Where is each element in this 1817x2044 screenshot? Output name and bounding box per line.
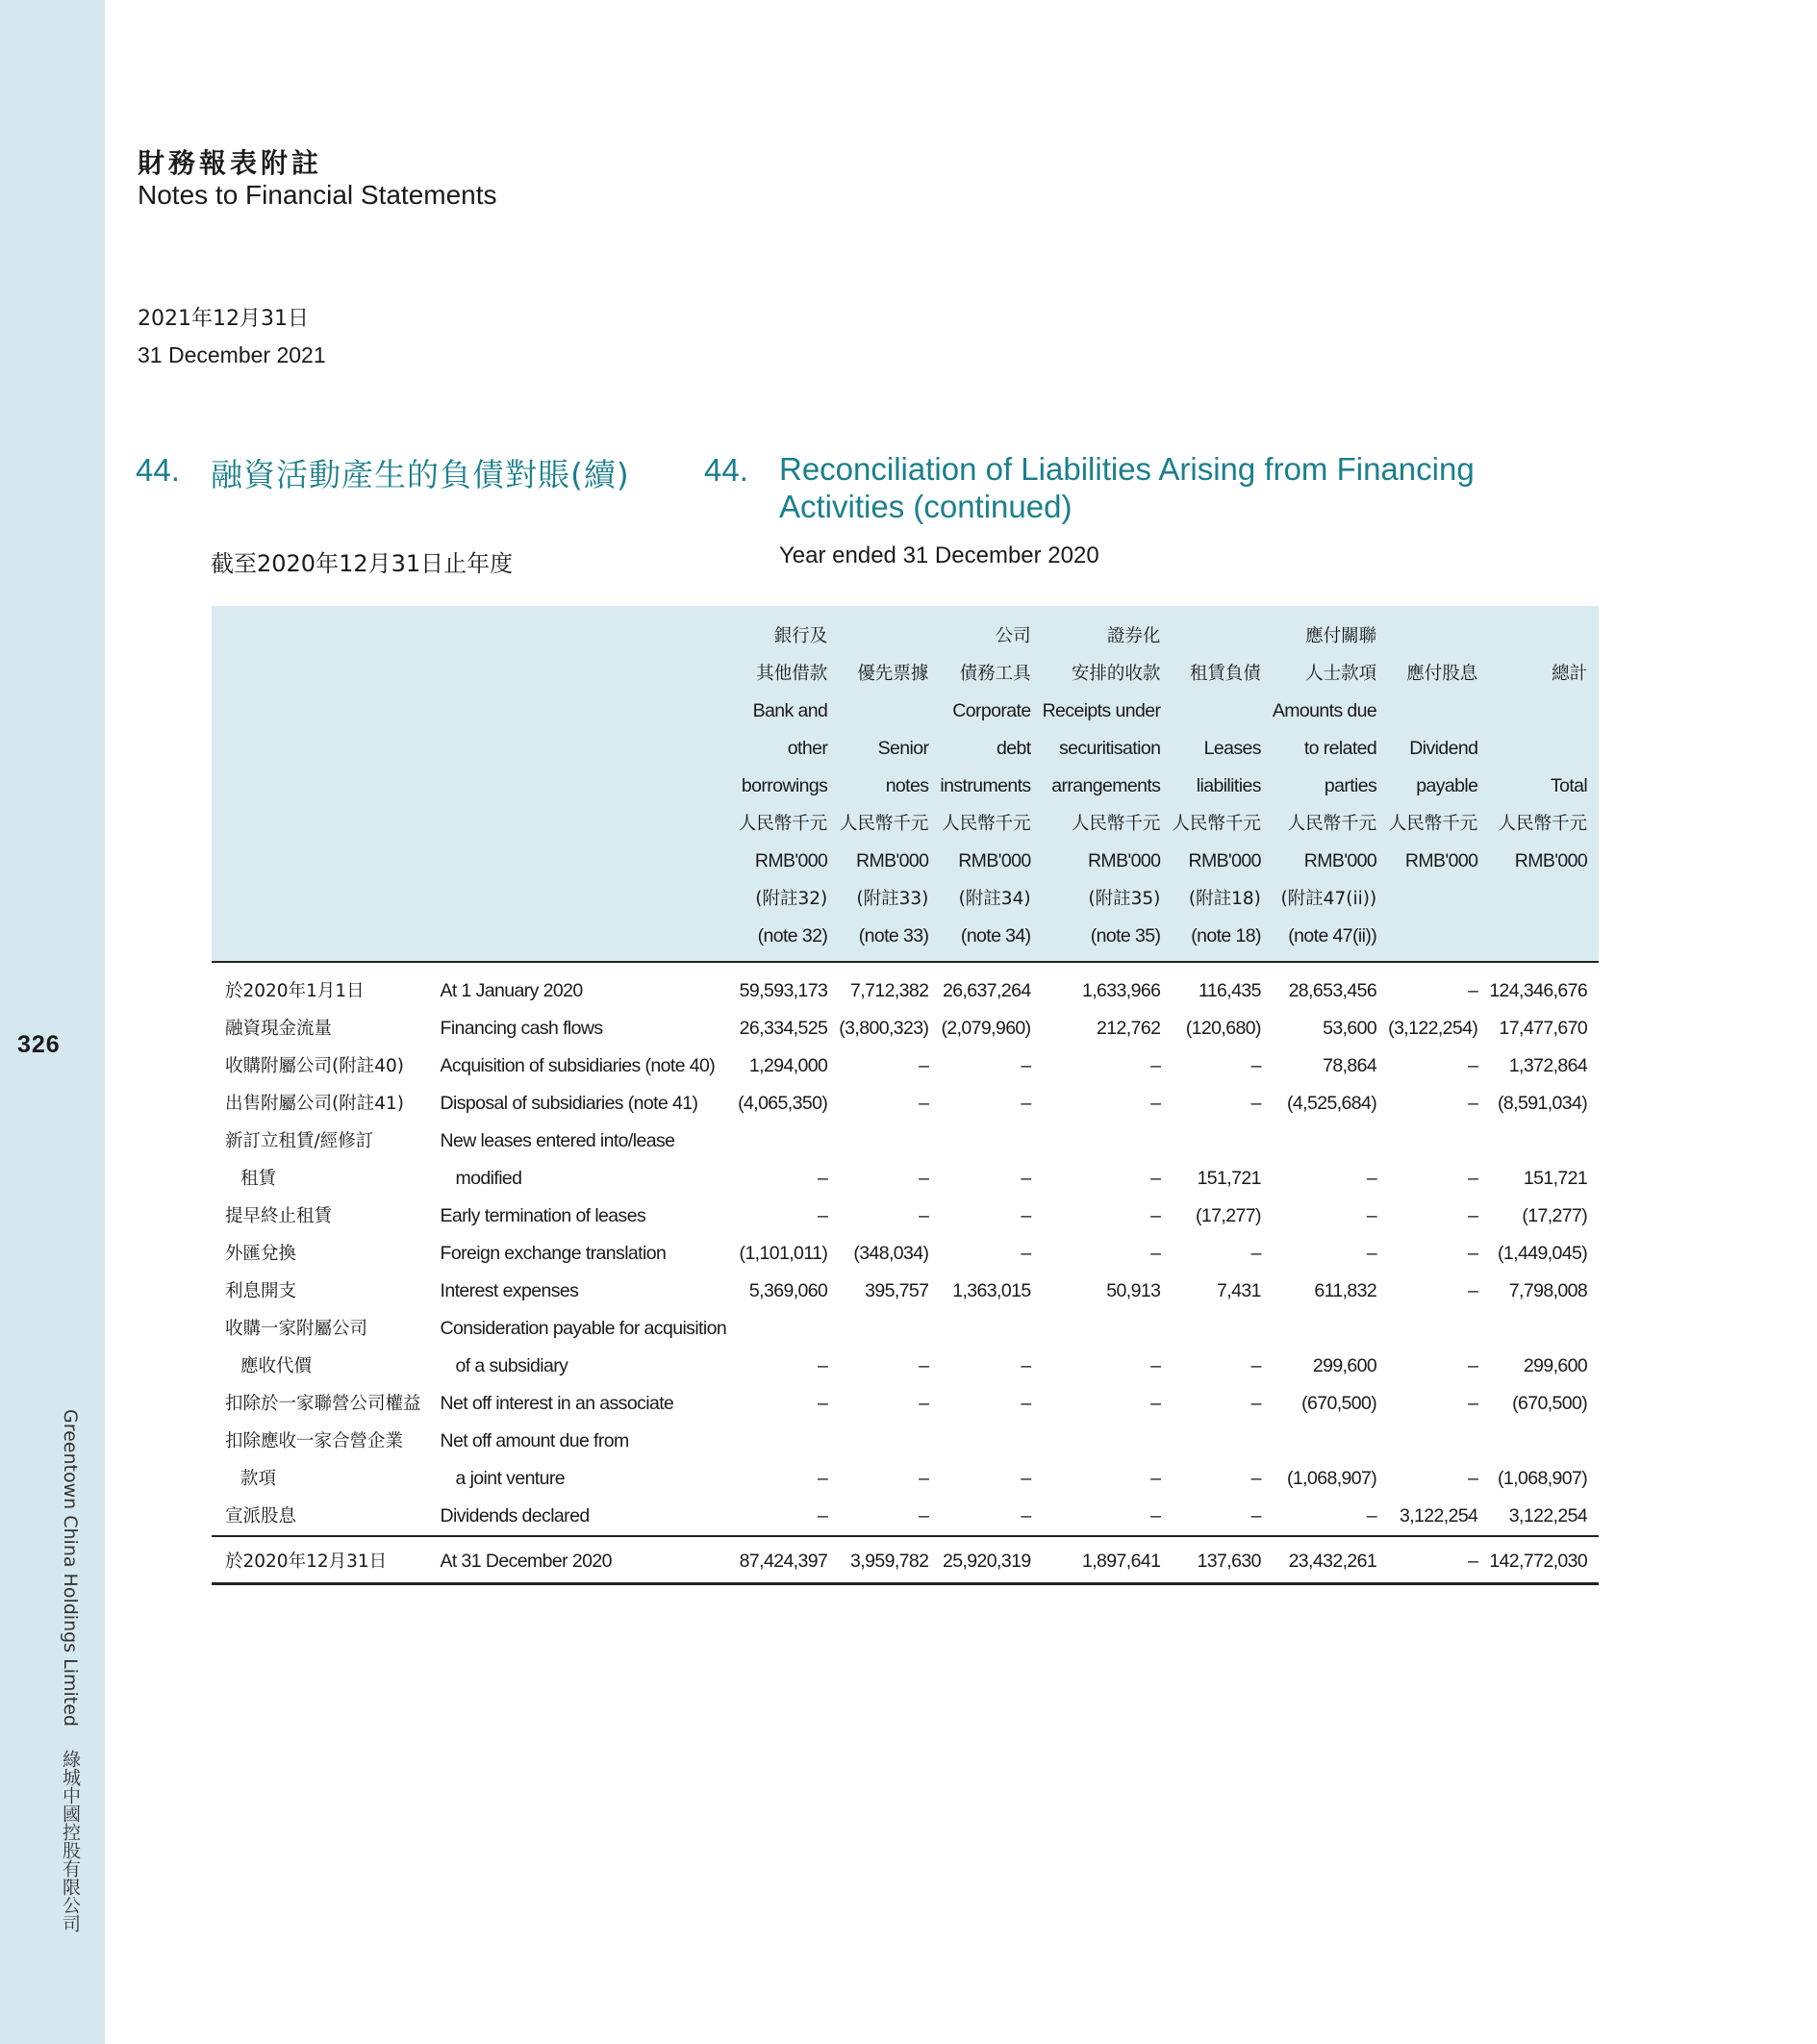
table-cell: (2,079,960) [941, 1018, 1031, 1039]
row-label-cn-cont-text: 租賃 [240, 1169, 277, 1189]
date-en: 31 December 2021 [138, 342, 326, 367]
table-cell: – [919, 1468, 929, 1489]
table-cell: 611,832 [1314, 1280, 1377, 1301]
col-cn-0: 銀行及 [773, 626, 828, 646]
col-cn-1: 優先票據 [857, 664, 929, 684]
col-unit-en: RMB'000 [1404, 850, 1478, 871]
table-cell: 59,593,173 [739, 980, 828, 1001]
col-unit-cn: 人民幣千元 [1388, 814, 1478, 834]
col-unit-cn: 人民幣千元 [1172, 814, 1261, 834]
row-label-cn-cont-text: 應收代價 [240, 1356, 313, 1376]
table-row [212, 962, 1599, 1010]
col-en-0: Receipts under [1042, 700, 1161, 721]
table-cell: – [1021, 1393, 1031, 1414]
table-cell: – [818, 1468, 828, 1489]
col-unit-cn: 人民幣千元 [1498, 814, 1588, 834]
row-label-en-continued [433, 1160, 739, 1198]
col-unit-en: RMB'000 [754, 850, 828, 871]
row-label-cn: 收購附屬公司(附註40) [225, 1056, 404, 1076]
table-cell: 1,363,015 [952, 1280, 1031, 1301]
col-note-cn: (附註18) [1188, 889, 1261, 909]
table-cell: – [1250, 1093, 1261, 1114]
col-en-1: to related [1303, 738, 1377, 759]
table-cell: – [919, 1093, 929, 1114]
table-cell: – [1021, 1505, 1031, 1527]
table-cell: – [1250, 1505, 1261, 1527]
table-header-row [212, 606, 1599, 962]
col-note-cn: (附註34) [958, 889, 1031, 909]
table-cell: (3,122,254) [1388, 1018, 1478, 1039]
table-cell: – [919, 1505, 929, 1527]
section-number-cn: 44. [136, 452, 180, 488]
table-cell: – [1366, 1505, 1377, 1527]
table-cell: 7,712,382 [850, 980, 929, 1001]
row-label-cn-continued [212, 1460, 433, 1498]
column-header [1043, 606, 1173, 962]
col-note-cn [1388, 880, 1477, 918]
table-cell: (8,591,034) [1498, 1093, 1588, 1114]
col-en-0 [1172, 693, 1261, 730]
table-cell: – [1468, 1393, 1478, 1414]
col-cn-0: 公司 [995, 626, 1031, 646]
table-cell: – [818, 1168, 828, 1189]
row-label-cn: 融資現金流量 [225, 1019, 333, 1039]
col-note-cn: (附註35) [1088, 889, 1161, 909]
table-cell: – [1021, 1055, 1031, 1076]
col-unit-cn: 人民幣千元 [1287, 814, 1377, 834]
table-cell: 78,864 [1323, 1055, 1377, 1076]
col-cn-1: 安排的收款 [1071, 664, 1161, 684]
row-label-cn: 新訂立租賃/經修訂 [225, 1131, 374, 1151]
table-row [212, 1198, 1599, 1235]
table-cell: – [1150, 1055, 1161, 1076]
reconciliation-table [212, 606, 1588, 1585]
col-cn-1: 總計 [1552, 664, 1588, 684]
col-en-2: payable [1416, 775, 1478, 796]
row-label-en: Foreign exchange translation [440, 1243, 667, 1264]
table-cell: – [1250, 1055, 1261, 1076]
row-label-en: Acquisition of subsidiaries (note 40) [440, 1055, 716, 1076]
table-row [212, 1460, 1599, 1498]
table-cell: 299,600 [1523, 1355, 1588, 1376]
col-en-2: notes [885, 775, 929, 796]
table-cell: 1,897,641 [1043, 1536, 1173, 1584]
row-label-cn: 扣除於一家聯營公司權益 [225, 1394, 421, 1414]
col-cn-1: 其他借款 [756, 664, 828, 684]
row-label-en-continued [433, 1348, 739, 1385]
col-en-0 [1388, 693, 1477, 730]
table-cell: 5,369,060 [748, 1280, 828, 1301]
table-cell: (1,449,045) [1498, 1243, 1588, 1264]
col-unit-en: RMB'000 [1087, 850, 1161, 871]
row-label-cn: 於2020年1月1日 [225, 981, 365, 1001]
table-cell: – [1150, 1393, 1161, 1414]
table-cell: 1,633,966 [1081, 980, 1161, 1001]
col-en-2: Total [1550, 775, 1588, 796]
row-label-en: Consideration payable for acquisition [440, 1318, 727, 1339]
table-cell: – [818, 1205, 828, 1226]
table-row-label-only [212, 1423, 1599, 1460]
col-note-en: (note 32) [757, 925, 828, 946]
col-cn-1: 租賃負債 [1189, 664, 1261, 684]
col-en-2: borrowings [741, 775, 828, 796]
section-number-en: 44. [704, 452, 748, 488]
table-row-closing-balance [212, 1536, 1599, 1584]
table-cell: – [1150, 1355, 1161, 1376]
table-cell: – [1468, 1093, 1478, 1114]
col-cn-1: 應付股息 [1406, 664, 1478, 684]
table-cell: (670,500) [1512, 1393, 1588, 1414]
table-row [212, 1085, 1599, 1123]
table-cell: 23,432,261 [1273, 1536, 1388, 1584]
col-en-0: Corporate [952, 700, 1031, 721]
row-label-en: Financing cash flows [440, 1018, 603, 1039]
table-cell: – [1021, 1355, 1031, 1376]
table-cell: 3,959,782 [839, 1536, 940, 1584]
col-en-1: other [787, 738, 828, 759]
table-cell: 87,424,397 [738, 1536, 839, 1584]
row-label-cn-continued [212, 1160, 433, 1198]
table-cell: – [919, 1168, 929, 1189]
row-label-cn: 於2020年12月31日 [212, 1536, 433, 1584]
col-unit-en: RMB'000 [1514, 850, 1588, 871]
row-label-en-cont-text: a joint venture [455, 1468, 566, 1489]
table-cell: – [1366, 1205, 1377, 1226]
section-title-cn: 融資活動產生的負債對賬(續) [211, 456, 630, 493]
col-note-en: (note 34) [960, 925, 1031, 946]
table-cell: – [1468, 980, 1478, 1001]
table-row [212, 1498, 1599, 1536]
col-en-0: Amounts due [1272, 700, 1377, 721]
col-note-en: (note 18) [1191, 925, 1261, 946]
col-en-1 [1489, 730, 1587, 768]
table-cell: – [1468, 1055, 1478, 1076]
table-row [212, 1235, 1599, 1273]
row-label-cn: 外匯兌換 [225, 1244, 297, 1264]
table-cell: – [1150, 1093, 1161, 1114]
table-cell: – [1021, 1093, 1031, 1114]
col-unit-en: RMB'000 [1303, 850, 1377, 871]
col-en-0 [839, 693, 928, 730]
col-en-1: Dividend [1409, 738, 1478, 759]
col-cn-0 [839, 618, 928, 655]
row-label-en-cont-text: modified [455, 1168, 522, 1189]
row-label-en-continued [433, 1460, 739, 1498]
table-cell: 116,435 [1199, 980, 1261, 1001]
table-row [212, 1047, 1599, 1085]
col-en-1: securitisation [1058, 738, 1161, 759]
col-unit-en: RMB'000 [1188, 850, 1261, 871]
column-header [1273, 606, 1388, 962]
row-label-cn: 扣除應收一家合營企業 [225, 1431, 404, 1451]
table-cell: – [919, 1355, 929, 1376]
table-cell: 151,721 [1523, 1168, 1588, 1189]
col-en-2: parties [1324, 775, 1377, 796]
column-header [738, 606, 839, 962]
table-cell: – [1366, 1168, 1377, 1189]
row-label-en: Net off interest in an associate [440, 1393, 674, 1414]
col-note-cn: (附註33) [856, 889, 929, 909]
table-cell: 137,630 [1172, 1536, 1273, 1584]
table-cell: – [919, 1055, 929, 1076]
company-name-en: Greentown China Holdings Limited [60, 1409, 81, 1727]
table-cell: – [919, 1393, 929, 1414]
col-cn-0: 應付關聯 [1305, 626, 1377, 646]
table-cell: – [818, 1505, 828, 1527]
table-cell: (120,680) [1185, 1018, 1261, 1039]
col-note-cn: (附註32) [755, 889, 828, 909]
table-cell: – [1250, 1243, 1261, 1264]
table-cell: (3,800,323) [839, 1018, 929, 1039]
table-cell: 3,122,254 [1399, 1505, 1478, 1527]
table-cell: – [1250, 1355, 1261, 1376]
col-cn-1: 人士款項 [1305, 664, 1377, 684]
column-header [1388, 606, 1489, 962]
table-cell: (1,068,907) [1287, 1468, 1377, 1489]
company-name-vertical [58, 1409, 84, 1950]
table-cell: 53,600 [1323, 1018, 1377, 1039]
table-cell: – [1468, 1168, 1478, 1189]
table-cell: (17,277) [1522, 1205, 1588, 1226]
col-en-1: Leases [1203, 738, 1261, 759]
column-header [940, 606, 1042, 962]
row-label-en: At 1 January 2020 [440, 980, 583, 1001]
table-row [212, 1010, 1599, 1047]
col-note-en: (note 33) [858, 925, 929, 946]
col-en-2: liabilities [1196, 775, 1261, 796]
column-header [1172, 606, 1273, 962]
table-cell: (4,525,684) [1287, 1093, 1377, 1114]
column-header [1489, 606, 1599, 962]
period-subtitle-cn: 截至2020年12月31日止年度 [211, 550, 514, 577]
row-label-en: Dividends declared [440, 1505, 590, 1527]
table-cell: 26,637,264 [942, 980, 1031, 1001]
table-cell: – [1366, 1243, 1377, 1264]
col-note-cn [1489, 880, 1587, 918]
col-note-en: (note 47(ii)) [1288, 925, 1377, 946]
col-unit-en: RMB'000 [958, 850, 1031, 871]
table-cell: – [1468, 1355, 1478, 1376]
table-row-label-only [212, 1310, 1599, 1348]
row-label-cn: 提早終止租賃 [225, 1206, 333, 1226]
date-cn: 2021年12月31日 [138, 307, 309, 331]
header-title-en: Notes to Financial Statements [138, 180, 497, 210]
table-cell: 3,122,254 [1508, 1505, 1588, 1527]
table-cell: – [818, 1355, 828, 1376]
row-label-cn: 出售附屬公司(附註41) [225, 1094, 404, 1114]
table-cell: – [1468, 1280, 1478, 1301]
col-unit-cn: 人民幣千元 [1071, 814, 1161, 834]
table-row [212, 1348, 1599, 1385]
row-label-cn-cont-text: 款項 [240, 1469, 277, 1489]
table-cell: 7,431 [1217, 1280, 1261, 1301]
row-label-cn: 收購一家附屬公司 [225, 1319, 368, 1339]
table-cell: 151,721 [1197, 1168, 1261, 1189]
table-cell: – [919, 1205, 929, 1226]
col-cn-0 [1388, 618, 1477, 655]
row-label-en: Interest expenses [440, 1280, 579, 1301]
table-cell: – [1021, 1168, 1031, 1189]
col-unit-en: RMB'000 [856, 850, 929, 871]
table-cell: – [1150, 1505, 1161, 1527]
table-cell: 7,798,008 [1508, 1280, 1588, 1301]
table-cell: 25,920,319 [940, 1536, 1042, 1584]
table-cell: – [1021, 1205, 1031, 1226]
col-en-1: Senior [877, 738, 929, 759]
table-cell: – [1021, 1468, 1031, 1489]
period-subtitle-en: Year ended 31 December 2020 [779, 543, 1099, 568]
col-unit-cn: 人民幣千元 [942, 814, 1031, 834]
col-en-0: Bank and [752, 700, 828, 721]
row-label-en-cont-text: of a subsidiary [455, 1355, 568, 1376]
table-cell: 17,477,670 [1499, 1018, 1588, 1039]
table-cell: – [1150, 1168, 1161, 1189]
table-cell: 395,757 [865, 1280, 929, 1301]
table-cell: 212,762 [1097, 1018, 1161, 1039]
table-cell: 50,913 [1106, 1280, 1161, 1301]
table-cell: – [818, 1393, 828, 1414]
table-cell: (1,101,011) [739, 1243, 828, 1264]
table-row [212, 1273, 1599, 1310]
table-cell: 124,346,676 [1489, 980, 1588, 1001]
table-cell: (1,068,907) [1498, 1468, 1588, 1489]
header-title-cn: 財務報表附註 [138, 147, 323, 179]
row-label-en: New leases entered into/lease [440, 1130, 675, 1151]
col-en-2: arrangements [1051, 775, 1161, 796]
table-cell: – [1388, 1536, 1489, 1584]
table-cell: – [1150, 1205, 1161, 1226]
table-row [212, 1385, 1599, 1423]
table-cell: – [1150, 1243, 1161, 1264]
table-cell: 1,372,864 [1508, 1055, 1588, 1076]
side-band [0, 0, 105, 2044]
table-cell: 28,653,456 [1288, 980, 1377, 1001]
row-label-en: Early termination of leases [440, 1205, 646, 1226]
table-cell: – [1150, 1468, 1161, 1489]
col-note-en [1388, 918, 1477, 955]
row-label-cn-continued [212, 1348, 433, 1385]
page-number: 326 [17, 1031, 61, 1058]
col-note-en [1489, 918, 1587, 955]
table-cell: – [1250, 1393, 1261, 1414]
row-label-cn: 宣派股息 [225, 1506, 297, 1527]
col-en-0 [1489, 693, 1587, 730]
table-cell: 299,600 [1312, 1355, 1377, 1376]
col-note-en: (note 35) [1090, 925, 1161, 946]
row-label-cn: 利息開支 [225, 1281, 297, 1301]
row-label-en: At 31 December 2020 [433, 1536, 739, 1584]
header-spacer [212, 606, 433, 962]
row-label-en: Disposal of subsidiaries (note 41) [440, 1093, 698, 1114]
col-unit-cn: 人民幣千元 [839, 814, 929, 834]
table-row [212, 1160, 1599, 1198]
table-cell: (4,065,350) [738, 1093, 828, 1114]
table-row-label-only [212, 1123, 1599, 1160]
table-cell: – [1021, 1243, 1031, 1264]
header-spacer [433, 606, 739, 962]
col-en-1: debt [997, 738, 1031, 759]
section-title-en: Reconciliation of Liabilities Arising from Financing Activities (continued) [779, 451, 1475, 524]
col-en-2: instruments [940, 775, 1031, 796]
col-unit-cn: 人民幣千元 [738, 814, 828, 834]
table-cell: – [1468, 1243, 1478, 1264]
col-cn-1: 債務工具 [959, 664, 1031, 684]
column-header [839, 606, 940, 962]
table-cell: (17,277) [1196, 1205, 1261, 1226]
col-cn-0: 證券化 [1106, 626, 1161, 646]
company-name-cn: 綠城中國控股有限公司 [60, 1750, 81, 1933]
table-cell: – [1468, 1205, 1478, 1226]
table-cell: 1,294,000 [748, 1055, 828, 1076]
row-label-en: Net off amount due from [440, 1430, 629, 1451]
table-cell: – [1468, 1468, 1478, 1489]
table-cell: (670,500) [1301, 1393, 1377, 1414]
table-cell: (348,034) [853, 1243, 929, 1264]
table-cell: 142,772,030 [1489, 1536, 1599, 1584]
col-note-cn: (附註47(ii)) [1280, 889, 1377, 909]
table-cell: – [1250, 1468, 1261, 1489]
col-cn-0 [1172, 618, 1261, 655]
table-cell: 26,334,525 [739, 1018, 828, 1039]
col-cn-0 [1489, 618, 1587, 655]
